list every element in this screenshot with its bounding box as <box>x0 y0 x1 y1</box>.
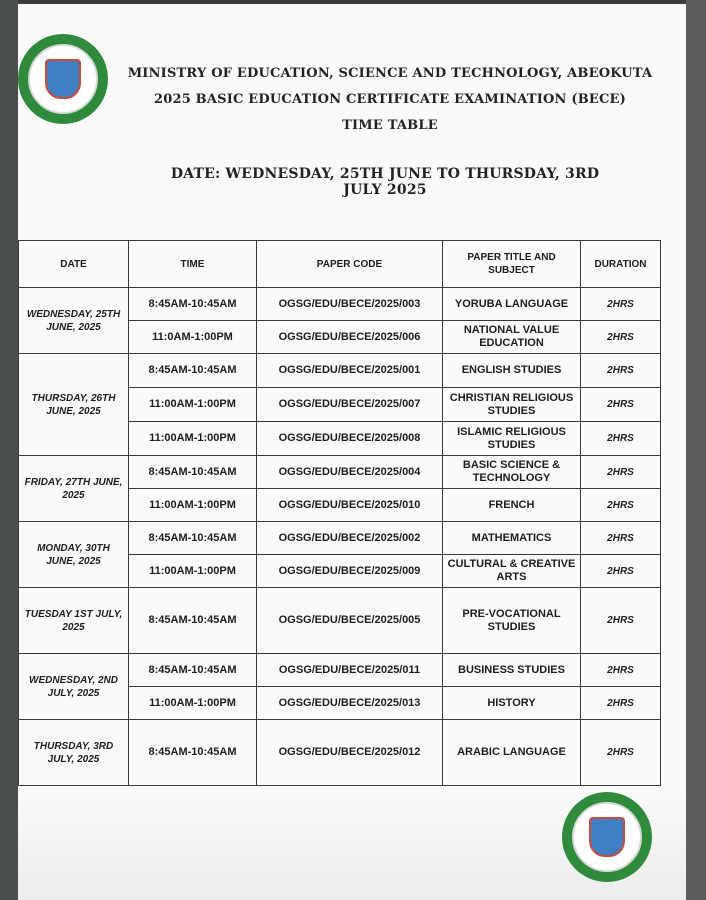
date-cell: THURSDAY, 3RD JULY, 2025 <box>19 720 129 786</box>
background-right-edge <box>686 0 706 900</box>
date-cell: MONDAY, 30TH JUNE, 2025 <box>19 522 129 588</box>
paper-title-cell: PRE-VOCATIONAL STUDIES <box>443 588 581 654</box>
time-cell: 11:00AM-1:00PM <box>129 489 257 522</box>
paper-title-cell: YORUBA LANGUAGE <box>443 288 581 321</box>
coat-of-arms-icon <box>45 59 81 99</box>
paper-title-cell: ISLAMIC RELIGIOUS STUDIES <box>443 422 581 456</box>
paper-code-cell: OGSG/EDU/BECE/2025/006 <box>257 321 443 354</box>
time-cell: 11:00AM-1:00PM <box>129 555 257 588</box>
time-cell: 11:0AM-1:00PM <box>129 321 257 354</box>
time-cell: 8:45AM-10:45AM <box>129 354 257 388</box>
paper-code-cell: OGSG/EDU/BECE/2025/012 <box>257 720 443 786</box>
duration-cell: 2HRS <box>581 354 661 388</box>
time-cell: 8:45AM-10:45AM <box>129 654 257 687</box>
ministry-heading: MINISTRY OF EDUCATION, SCIENCE AND TECHNOLOGY, ABEOKUTA <box>127 66 653 81</box>
col-header-time: TIME <box>129 241 257 288</box>
paper-code-cell: OGSG/EDU/BECE/2025/013 <box>257 687 443 720</box>
time-cell: 11:00AM-1:00PM <box>129 422 257 456</box>
duration-cell: 2HRS <box>581 522 661 555</box>
time-cell: 11:00AM-1:00PM <box>129 388 257 422</box>
timetable <box>18 240 661 786</box>
time-cell: 8:45AM-10:45AM <box>129 522 257 555</box>
table-header-row <box>19 241 661 288</box>
table-row <box>19 720 661 786</box>
time-cell: 8:45AM-10:45AM <box>129 588 257 654</box>
col-header-paper-title: PAPER TITLE AND SUBJECT <box>443 241 581 288</box>
time-cell: 8:45AM-10:45AM <box>129 720 257 786</box>
date-cell: WEDNESDAY, 2ND JULY, 2025 <box>19 654 129 720</box>
exam-heading: 2025 BASIC EDUCATION CERTIFICATE EXAMINATION (BECE) <box>153 92 627 107</box>
paper-code-cell: OGSG/EDU/BECE/2025/004 <box>257 456 443 489</box>
duration-cell: 2HRS <box>581 489 661 522</box>
date-cell: WEDNESDAY, 25TH JUNE, 2025 <box>19 288 129 354</box>
paper-code-cell: OGSG/EDU/BECE/2025/011 <box>257 654 443 687</box>
table-row <box>19 288 661 321</box>
date-cell: TUESDAY 1ST JULY, 2025 <box>19 588 129 654</box>
table-row <box>19 588 661 654</box>
ogun-state-seal-bottom <box>562 792 652 882</box>
timetable-heading: TIME TABLE <box>342 118 438 133</box>
paper-code-cell: OGSG/EDU/BECE/2025/009 <box>257 555 443 588</box>
paper-title-cell: ARABIC LANGUAGE <box>443 720 581 786</box>
seal-inner <box>572 802 642 872</box>
paper-title-cell: ENGLISH STUDIES <box>443 354 581 388</box>
col-header-paper-code: PAPER CODE <box>257 241 443 288</box>
paper-code-cell: OGSG/EDU/BECE/2025/001 <box>257 354 443 388</box>
duration-cell: 2HRS <box>581 388 661 422</box>
duration-cell: 2HRS <box>581 687 661 720</box>
seal-inner <box>28 44 98 114</box>
duration-cell: 2HRS <box>581 288 661 321</box>
col-header-date: DATE <box>19 241 129 288</box>
table-row <box>19 654 661 687</box>
date-cell: FRIDAY, 27TH JUNE, 2025 <box>19 456 129 522</box>
paper-title-cell: BUSINESS STUDIES <box>443 654 581 687</box>
col-header-duration: DURATION <box>581 241 661 288</box>
time-cell: 8:45AM-10:45AM <box>129 456 257 489</box>
paper-title-cell: BASIC SCIENCE & TECHNOLOGY <box>443 456 581 489</box>
paper-title-cell: MATHEMATICS <box>443 522 581 555</box>
time-cell: 8:45AM-10:45AM <box>129 288 257 321</box>
background-left-edge <box>0 0 18 900</box>
ogun-state-seal-top <box>18 34 108 124</box>
duration-cell: 2HRS <box>581 422 661 456</box>
paper-code-cell: OGSG/EDU/BECE/2025/007 <box>257 388 443 422</box>
paper-code-cell: OGSG/EDU/BECE/2025/008 <box>257 422 443 456</box>
duration-cell: 2HRS <box>581 555 661 588</box>
date-range-heading: DATE: WEDNESDAY, 25TH JUNE TO THURSDAY, 3RD JULY 2025 <box>170 166 600 198</box>
coat-of-arms-icon <box>589 817 625 857</box>
paper-title-cell: FRENCH <box>443 489 581 522</box>
paper-title-cell: CHRISTIAN RELIGIOUS STUDIES <box>443 388 581 422</box>
paper-title-cell: NATIONAL VALUE EDUCATION <box>443 321 581 354</box>
duration-cell: 2HRS <box>581 588 661 654</box>
paper-code-cell: OGSG/EDU/BECE/2025/002 <box>257 522 443 555</box>
duration-cell: 2HRS <box>581 654 661 687</box>
paper-code-cell: OGSG/EDU/BECE/2025/005 <box>257 588 443 654</box>
paper-code-cell: OGSG/EDU/BECE/2025/010 <box>257 489 443 522</box>
table-row <box>19 354 661 388</box>
duration-cell: 2HRS <box>581 456 661 489</box>
duration-cell: 2HRS <box>581 321 661 354</box>
table-row <box>19 522 661 555</box>
date-cell: THURSDAY, 26TH JUNE, 2025 <box>19 354 129 456</box>
paper-title-cell: CULTURAL & CREATIVE ARTS <box>443 555 581 588</box>
table-row <box>19 456 661 489</box>
duration-cell: 2HRS <box>581 720 661 786</box>
paper-code-cell: OGSG/EDU/BECE/2025/003 <box>257 288 443 321</box>
paper-title-cell: HISTORY <box>443 687 581 720</box>
time-cell: 11:00AM-1:00PM <box>129 687 257 720</box>
